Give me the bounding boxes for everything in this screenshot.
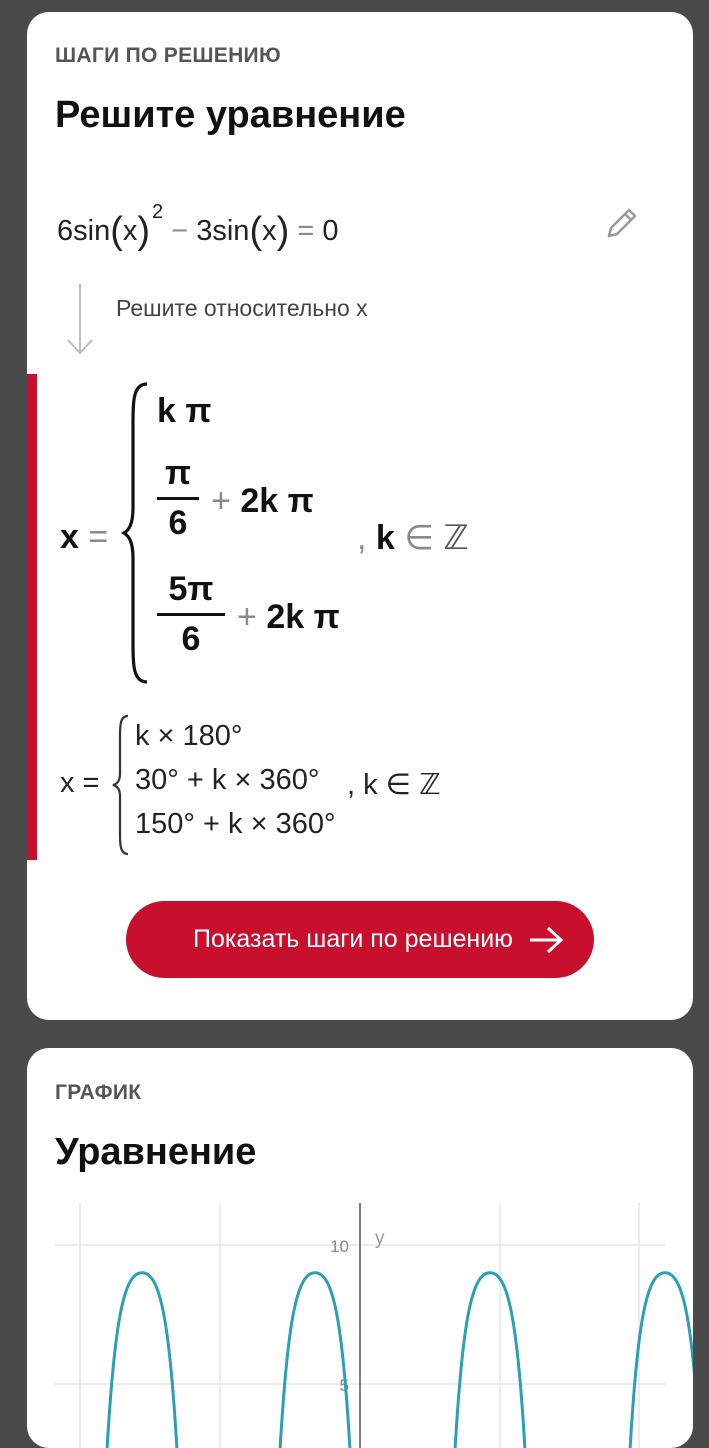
- eq-paren: ): [276, 210, 290, 252]
- degrees-integer-domain: , k ∈ ℤ: [347, 769, 441, 801]
- equation[interactable]: [57, 201, 339, 253]
- steps-card: [27, 12, 693, 1020]
- result-degrees-lhs: x =: [60, 767, 100, 799]
- eq-func1: sin: [73, 215, 111, 247]
- degrees-row-3: 150° + k × 360°: [135, 808, 336, 840]
- graph-card: [27, 1048, 693, 1448]
- y-tick-label: 5: [339, 1376, 349, 1395]
- plus-op: +: [211, 482, 231, 520]
- degrees-row-2: 30° + k × 360°: [135, 764, 320, 796]
- result-row-3-tail: [237, 598, 340, 637]
- integer-domain: [357, 518, 469, 558]
- eq-rhs: 0: [322, 215, 339, 247]
- y-tick-label: 10: [330, 1237, 349, 1256]
- eq-paren: (: [249, 210, 263, 252]
- fraction-bar: [157, 497, 199, 500]
- result-accent-bar: [27, 374, 37, 860]
- eq-equals: =: [297, 215, 315, 247]
- fraction-bar: [157, 613, 225, 616]
- k-var: k: [375, 519, 395, 557]
- fraction-denominator: 6: [181, 620, 201, 658]
- result-lhs: [60, 518, 108, 557]
- result-eq: =: [88, 518, 109, 556]
- row-2-term: 2k π: [240, 482, 314, 520]
- card-title: Решите уравнение: [55, 94, 406, 136]
- arrow-right-icon: [528, 925, 564, 955]
- left-brace-icon: [111, 714, 131, 856]
- eq-func2: sin: [212, 215, 250, 247]
- card-title: Уравнение: [55, 1131, 257, 1173]
- step-hint: Решите относительно x: [116, 295, 368, 321]
- result-radians: [57, 382, 577, 692]
- fraction: [157, 570, 225, 659]
- eq-var1: x: [122, 215, 138, 247]
- result-degrees: [57, 712, 517, 862]
- fraction-numerator: 5π: [168, 570, 214, 608]
- series-line: [106, 1273, 693, 1448]
- show-steps-label: Показать шаги по решению: [193, 925, 513, 953]
- integer-set: ℤ: [443, 518, 469, 558]
- eq-coef1: 6: [57, 215, 74, 247]
- degrees-row-1: k × 180°: [135, 720, 243, 752]
- result-row-2-tail: [211, 482, 314, 521]
- element-of: ∈: [404, 519, 434, 557]
- arrow-down-icon: [65, 282, 95, 358]
- result-row-1: k π: [157, 392, 212, 430]
- fraction: [157, 454, 199, 543]
- comma: ,: [357, 519, 367, 557]
- eq-var2: x: [262, 215, 277, 247]
- fraction-numerator: π: [164, 454, 192, 492]
- pencil-icon[interactable]: [601, 202, 643, 244]
- show-steps-button[interactable]: [126, 901, 594, 978]
- section-label: ШАГИ ПО РЕШЕНИЮ: [55, 44, 281, 67]
- left-brace-icon: [121, 382, 151, 684]
- eq-minus: −: [171, 215, 189, 247]
- equation-graph[interactable]: [27, 1198, 693, 1448]
- section-label: ГРАФИК: [55, 1081, 142, 1104]
- fraction-denominator: 6: [168, 504, 188, 542]
- plus-op: +: [237, 598, 257, 636]
- eq-power: 2: [152, 201, 164, 223]
- y-axis-label: y: [375, 1228, 385, 1249]
- eq-coef2: 3: [196, 215, 213, 247]
- result-var: x: [60, 518, 79, 556]
- row-3-term: 2k π: [266, 598, 340, 636]
- eq-paren: (: [110, 210, 123, 252]
- eq-paren: ): [137, 210, 151, 252]
